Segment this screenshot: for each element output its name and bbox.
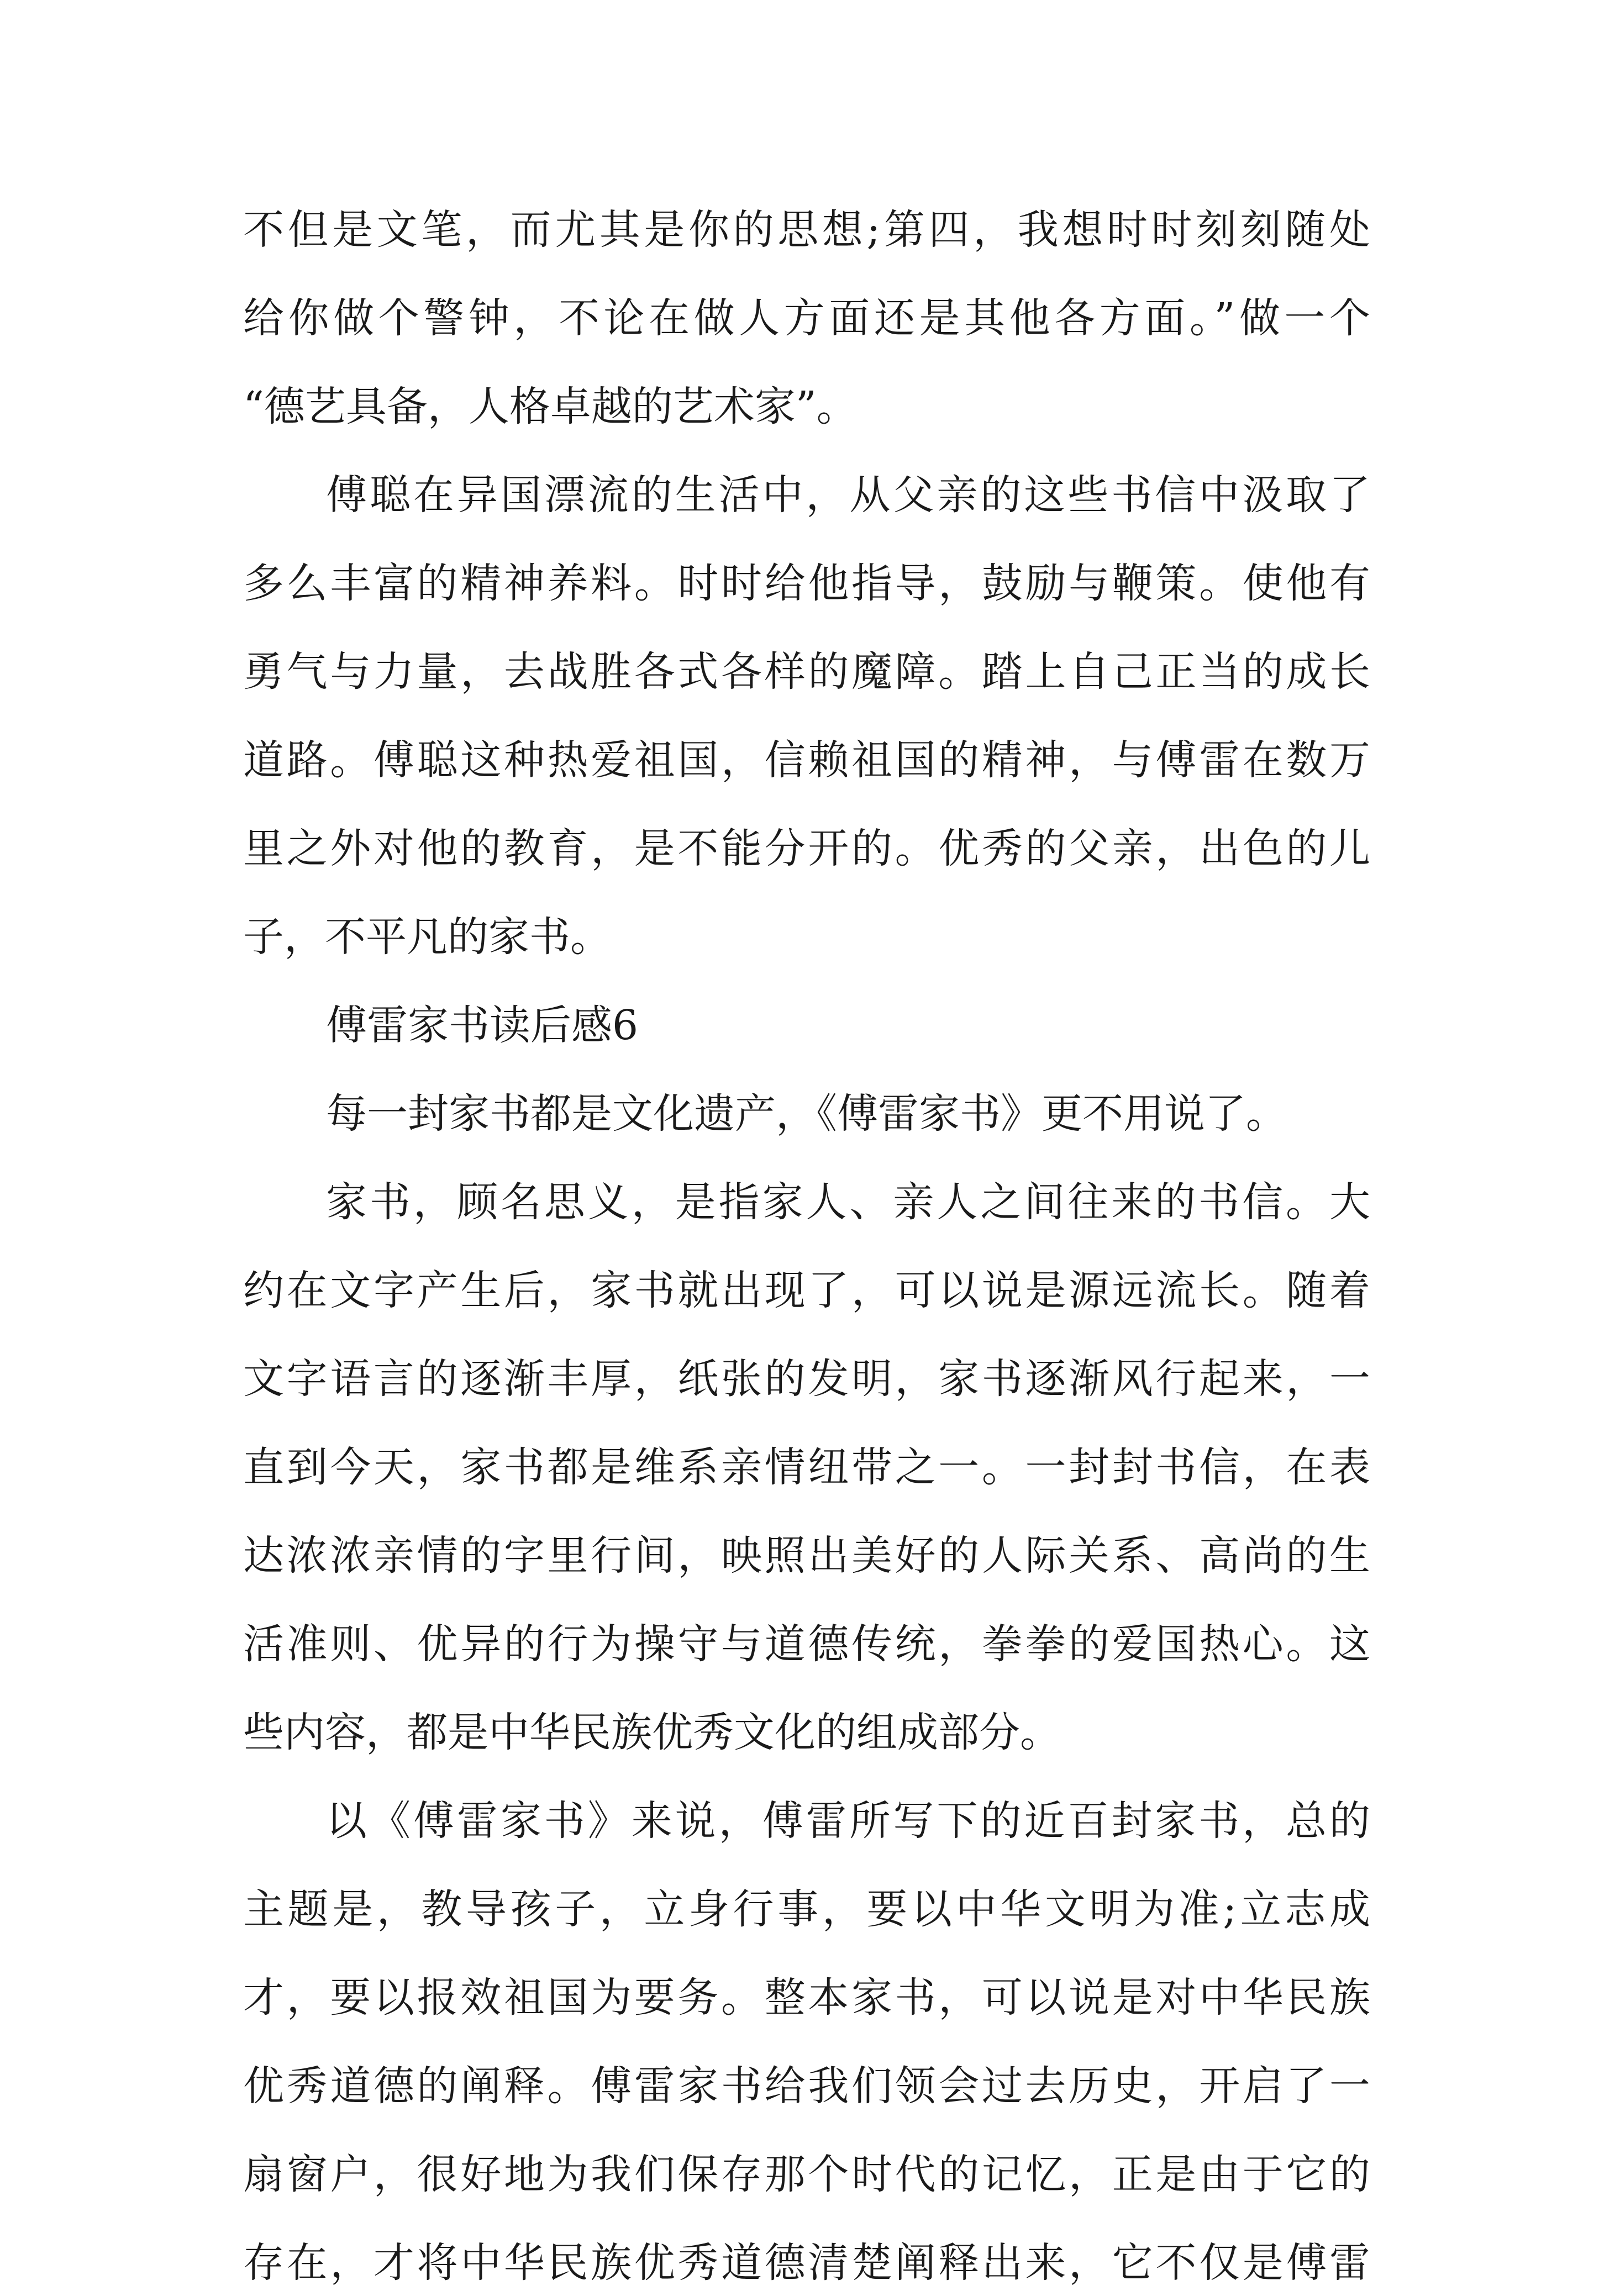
text-line: 给你做个警钟，不论在做人方面还是其他各方面。”做一个 (243, 294, 1370, 342)
text-line: 优秀道德的阐释。傅雷家书给我们领会过去历史，开启了一 (243, 2062, 1370, 2110)
text-line: 些内容，都是中华民族优秀文化的组成部分。 (243, 1709, 1061, 1756)
text-line: 道路。傅聪这种热爱祖国，信赖祖国的精神，与傅雷在数万 (243, 736, 1370, 784)
text-line: 文字语言的逐渐丰厚，纸张的发明，家书逐渐风行起来，一 (243, 1355, 1370, 1403)
text-line: 扇窗户，很好地为我们保存那个时代的记忆，正是由于它的 (243, 2151, 1370, 2198)
section-heading: 傅雷家书读后感6 (326, 1002, 639, 1049)
text-line: 不但是文笔，而尤其是你的思想;第四，我想时时刻刻随处 (243, 206, 1370, 254)
text-line: 多么丰富的精神养料。时时给他指导，鼓励与鞭策。使他有 (243, 560, 1370, 607)
text-line: 子，不平凡的家书。 (243, 913, 611, 961)
text-line: 傅聪在异国漂流的生活中，从父亲的这些书信中汲取了 (326, 471, 1370, 519)
text-line: 达浓浓亲情的字里行间，映照出美好的人际关系、高尚的生 (243, 1532, 1370, 1579)
text-line: 以《傅雷家书》来说，傅雷所写下的近百封家书，总的 (326, 1797, 1370, 1845)
text-line: 约在文字产生后，家书就出现了，可以说是源远流长。随着 (243, 1267, 1370, 1314)
text-line: 主题是，教导孩子，立身行事，要以中华文明为准;立志成 (243, 1886, 1370, 1933)
text-line: 活准则、优异的行为操守与道德传统，拳拳的爱国热心。这 (243, 1620, 1370, 1668)
text-line: 家书，顾名思义，是指家人、亲人之间往来的书信。大 (326, 1178, 1370, 1226)
text-line: 直到今天，家书都是维系亲情纽带之一。一封封书信，在表 (243, 1444, 1370, 1491)
text-line: “德艺具备，人格卓越的艺术家”。 (243, 383, 858, 430)
text-line: 存在，才将中华民族优秀道德清楚阐释出来，它不仅是傅雷 (243, 2239, 1370, 2287)
text-line: 里之外对他的教育，是不能分开的。优秀的父亲，出色的儿 (243, 825, 1370, 872)
text-line: 勇气与力量，去战胜各式各样的魔障。踏上自己正当的成长 (243, 648, 1370, 696)
text-line: 每一封家书都是文化遗产，《傅雷家书》更不用说了。 (326, 1090, 1287, 1138)
text-line: 才，要以报效祖国为要务。整本家书，可以说是对中华民族 (243, 1974, 1370, 2021)
